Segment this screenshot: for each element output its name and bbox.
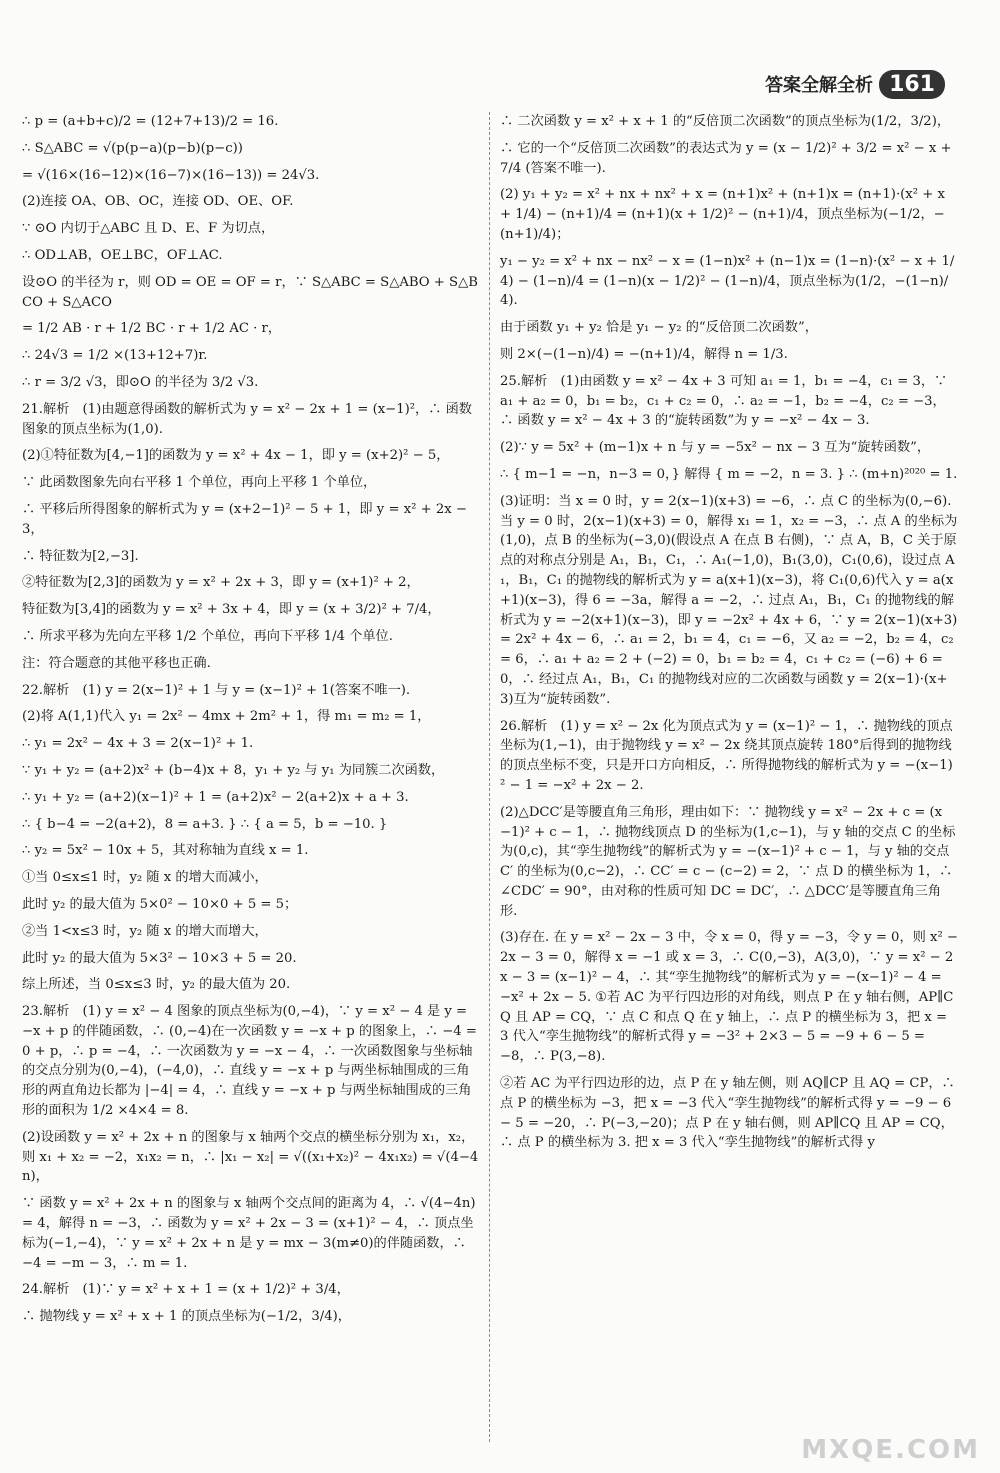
left-text-line: ∵ ⊙O 内切于△ABC 且 D、E、F 为切点， [22, 221, 275, 237]
left-text-line: ∴ 特征数为[2,−3]. [22, 548, 139, 564]
right-text-line: ②若 AC 为平行四边形的边，点 P 在 y 轴左侧，则 AQ∥CP 且 AQ = CP，∴ 点 P 的横坐标为 −3，把 x = −3 代入“孪生抛物线”的解析式得 y = −9 − 6 − 5 = −20，∴ P(−3,−20)；点 P 在 y 轴右侧，则 AP∥CQ 且 AP = CQ，∴ 点 P 的横坐标为 3. 把 x = 3 代入“孪生抛物线”的解析式得 y [500, 1076, 955, 1151]
left-text-line: ∴ 24√3 = 1/2 ×(13+12+7)r. [22, 348, 208, 364]
left-text-line: ∴ OD⊥AB，OE⊥BC，OF⊥AC. [22, 247, 223, 263]
right-text-line: 由于函数 y₁ + y₂ 恰是 y₁ − y₂ 的“反倍顶二次函数”， [500, 320, 818, 336]
left-text-line: ∴ 抛物线 y = x² + x + 1 的顶点坐标为(−1/2，3/4)， [22, 1309, 351, 1325]
left-text-line: ∴ r = 3/2 √3，即⊙O 的半径为 3/2 √3. [22, 374, 259, 390]
left-text-line: 22.解析 (1) y = 2(x−1)² + 1 与 y = (x−1)² + 1(答案不唯一). [22, 682, 411, 698]
left-text-line: = √(16×(16−12)×(16−7)×(16−13)) = 24√3. [22, 167, 320, 183]
left-text-line: ∴ 平移后所得图象的解析式为 y = (x+2−1)² − 5 + 1，即 y = x² + 2x − 3， [22, 501, 467, 537]
right-text-line: ∴ 二次函数 y = x² + x + 1 的“反倍顶二次函数”的顶点坐标为(1/2，3/2)， [500, 114, 951, 129]
right-text-line: 26.解析 (1) y = x² − 2x 化为顶点式为 y = (x−1)² − 1，∴ 抛物线的顶点坐标为(1,−1)，由于抛物线 y = x² − 2x 绕其顶点旋转 180°后得到的抛物线的顶点坐标不变，只是开口方向相反，∴ 所得抛物线的解析式为 y = −(x−1)² − 1 = −x² + 2x − 2. [500, 718, 953, 793]
right-text-line: y₁ − y₂ = x² + nx − nx² − x = (1−n)x² + (n−1)x = (1−n)·(x² − x + 1/4) − (1−n)/4 = (1−n)(x − 1/2)² − (1−n)/4，顶点坐标为(1/2，−(1−n)/4). [500, 253, 955, 309]
page-number: 161 [879, 70, 945, 99]
right-text-line: ∴ { m−1 = −n，n−3 = 0，} 解得 { m = −2，n = 3. } ∴ (m+n)²⁰²⁰ = 1. [500, 466, 958, 482]
left-text-line: ∴ S△ABC = √(p(p−a)(p−b)(p−c)) [22, 140, 243, 156]
left-text-line: ∵ 此函数图象先向右平移 1 个单位，再向上平移 1 个单位， [22, 475, 377, 491]
left-text-line: 综上所述，当 0≤x≤3 时，y₂ 的最大值为 20. [22, 977, 291, 993]
right-text-line: (3)存在. 在 y = x² − 2x − 3 中，令 x = 0，得 y = −3，令 y = 0，则 x² − 2x − 3 = 0，解得 x = −1 或 x = 3，∴ C(0,−3)，A(3,0)，∵ y = x² − 2x − 3 = (x−1)² − 4，∴ 其“孪生抛物线”的解析式为 y = −(x−1)² − 4 = −x² + 2x − 5. ①若 AC 为平行四边形的对角线，则点 P 在 y 轴右侧，AP∥CQ 且 AP = CQ，∵ 点 C 和点 Q 在 y 轴上，∴ 点 P 的横坐标为 3，把 x = 3 代入“孪生抛物线”的解析式得 y = −3² + 2×3 − 5 = −9 + 6 − 5 = −8，∴ P(3,−8). [500, 930, 958, 1065]
left-text-line: ∴ { b−4 = −2(a+2)，8 = a+3. } ∴ { a = 5，b = −10. } [22, 816, 388, 832]
left-text-line: ∵ y₁ + y₂ = (a+2)x² + (b−4)x + 8，y₁ + y₂ 与 y₁ 为同簇二次函数， [22, 762, 445, 778]
left-text-line: 特征数为[3,4]的函数为 y = x² + 3x + 4，即 y = (x + 3/2)² + 7/4， [22, 602, 441, 618]
left-text-line: ∴ y₁ = 2x² − 4x + 3 = 2(x−1)² + 1. [22, 736, 254, 752]
left-text-line: 此时 y₂ 的最大值为 5×3² − 10×3 + 5 = 20. [22, 950, 297, 966]
page-header [765, 64, 945, 104]
column-divider [489, 112, 490, 1442]
left-text-line: (2)①特征数为[4,−1]的函数为 y = x² + 4x − 1，即 y = (x+2)² − 5， [22, 448, 450, 464]
left-text-line: = 1/2 AB · r + 1/2 BC · r + 1/2 AC · r， [22, 321, 282, 337]
left-text-line: ②当 1<x≤3 时，y₂ 随 x 的增大而增大， [22, 923, 268, 939]
left-text-line: ∴ 所求平移为先向左平移 1/2 个单位，再向下平移 1/4 个单位. [22, 628, 393, 644]
right-text-line: 25.解析 (1)由函数 y = x² − 4x + 3 可知 a₁ = 1，b₁ = −4，c₁ = 3，∵ a₁ + a₂ = 0，b₁ = b₂，c₁ + c₂ = 0，∴ a₂ = −1，b₂ = −4，c₂ = −3，∴ 函数 y = x² − 4x + 3 的“旋转函数”为 y = −x² − 4x − 3. [500, 373, 948, 429]
left-text-line: (2)将 A(1,1)代入 y₁ = 2x² − 4mx + 2m² + 1，得 m₁ = m₂ = 1， [22, 709, 431, 725]
left-column [22, 112, 480, 1334]
header-title: 答案全解全析 [765, 75, 874, 96]
right-text-line: (2)∵ y = 5x² + (m−1)x + n 与 y = −5x² − nx − 3 互为“旋转函数”， [500, 440, 931, 456]
left-text-line: ∴ y₁ + y₂ = (a+2)(x−1)² + 1 = (a+2)x² − 2(a+2)x + a + 3. [22, 789, 409, 805]
left-text-line: 注：符合题意的其他平移也正确. [22, 655, 211, 671]
left-text-line: ∴ y₂ = 5x² − 10x + 5，其对称轴为直线 x = 1. [22, 843, 309, 859]
watermark: MXQE.COM [801, 1435, 980, 1465]
right-text-line: (3)证明：当 x = 0 时，y = 2(x−1)(x+3) = −6，∴ 点 C 的坐标为(0,−6). 当 y = 0 时，2(x−1)(x+3) = 0，解得 x₁ = 1，x₂ = −3，∴ 点 A 的坐标为(1,0)，点 B 的坐标为(−3,0)(假设点 A 在点 B 右侧)，∵ 点 A，B，C 关于原点的对称点分别是 A₁，B₁，C₁，∴ A₁(−1,0)，B₁(3,0)，C₁(0,6)，设过点 A₁，B₁，C₁ 的抛物线的解析式为 y = a(x+1)(x−3)，将 C₁(0,6)代入 y = a(x+1)(x−3)，得 6 = −3a，解得 a = −2，∴ 过点 A₁，B₁，C₁ 的抛物线的解析式为 y = −2(x+1)(x−3)，即 y = −2x² + 4x + 6，∵ y = 2(x−1)(x+3) = 2x² + 4x − 6，∴ a₁ = 2，b₁ = 4，c₁ = −6，又 a₂ = −2，b₂ = 4，c₂ = 6，∴ a₁ + a₂ = 2 + (−2) = 0，b₁ = b₂ = 4，c₁ + c₂ = (−6) + 6 = 0，∴ 经过点 A₁，B₁，C₁ 的抛物线对应的二次函数与函数 y = 2(x−1)·(x+3)互为“旋转函数”. [500, 493, 958, 707]
left-text-line: ∴ p = (a+b+c)/2 = (12+7+13)/2 = 16. [22, 114, 279, 129]
left-text-line: ②特征数为[2,3]的函数为 y = x² + 2x + 3，即 y = (x+1)² + 2， [22, 575, 420, 591]
left-text-line: 23.解析 (1) y = x² − 4 图象的顶点坐标为(0,−4)，∵ y = x² − 4 是 y = −x + p 的伴随函数，∴ (0,−4)在一次函数 y = −x + p 的图象上，∴ −4 = 0 + p，∴ p = −4，∴ 一次函数为 y = −x − 4，∴ 一次函数图象与坐标轴的交点分别为(0,−4)，(−4,0)，∴ 直线 y = −x + p 与两坐标轴围成的三角形的两直角边长都为 |−4| = 4，∴ 直线 y = −x + p 与两坐标轴围成的三角形的面积为 1/2 ×4×4 = 8. [22, 1004, 477, 1119]
left-text-line: 24.解析 (1)∵ y = x² + x + 1 = (x + 1/2)² + 3/4， [22, 1282, 350, 1298]
right-text-line: (2)△DCC′是等腰直角三角形，理由如下：∵ 抛物线 y = x² − 2x + c = (x−1)² + c − 1，∴ 抛物线顶点 D 的坐标为(1,c−1)，与 y 轴的交点 C 的坐标为(0,c)，其“孪生抛物线”的解析式为 y = −(x−1)² + c − 1，与 y 轴的交点 C′ 的坐标为(0,c−2)，∴ CC′ = c − (c−2) = 2，∵ 点 D 的横坐标为 1，∴ ∠CDC′ = 90°，由对称的性质可知 DC = DC′，∴ △DCC′是等腰直角三角形. [500, 804, 956, 919]
right-text-line: (2) y₁ + y₂ = x² + nx + nx² + x = (n+1)x² + (n+1)x = (n+1)·(x² + x + 1/4) − (n+1)/4 = (n+1)(x + 1/2)² − (n+1)/4，顶点坐标为(−1/2，−(n+1)/4)； [500, 187, 945, 242]
right-text-line: 则 2×(−(1−n)/4) = −(n+1)/4，解得 n = 1/3. [500, 346, 788, 362]
left-text-line: 21.解析 (1)由题意得函数的解析式为 y = x² − 2x + 1 = (x−1)²，∴ 函数图象的顶点坐标为(1,0). [22, 401, 472, 437]
left-text-line: ∵ 函数 y = x² + 2x + n 的图象与 x 轴两个交点间的距离为 4，∴ √(4−4n) = 4，解得 n = −3，∴ 函数为 y = x² + 2x − 3 = (x+1)² − 4，∴ 顶点坐标为(−1,−4)，∵ y = x² + 2x + n 是 y = mx − 3(m≠0)的伴随函数，∴ −4 = −m − 3，∴ m = 1. [22, 1196, 476, 1271]
left-text-line: 此时 y₂ 的最大值为 5×0² − 10×0 + 5 = 5； [22, 896, 298, 912]
left-text-line: (2)连接 OA、OB、OC，连接 OD、OE、OF. [22, 194, 294, 210]
left-text-line: (2)设函数 y = x² + 2x + n 的图象与 x 轴两个交点的横坐标分别为 x₁，x₂，则 x₁ + x₂ = −2，x₁x₂ = n，∴ |x₁ − x₂| = √((x₁+x₂)² − 4x₁x₂) = √(4−4n)， [22, 1129, 479, 1185]
right-text-line: ∴ 它的一个“反倍顶二次函数”的表达式为 y = (x − 1/2)² + 3/2 = x² − x + 7/4 (答案不唯一). [500, 140, 952, 176]
right-column [500, 112, 958, 1160]
left-text-line: 设⊙O 的半径为 r，则 OD = OE = OF = r，∵ S△ABC = S△ABO + S△BCO + S△ACO [22, 274, 478, 310]
left-text-line: ①当 0≤x≤1 时，y₂ 随 x 的增大而减小， [22, 870, 268, 886]
